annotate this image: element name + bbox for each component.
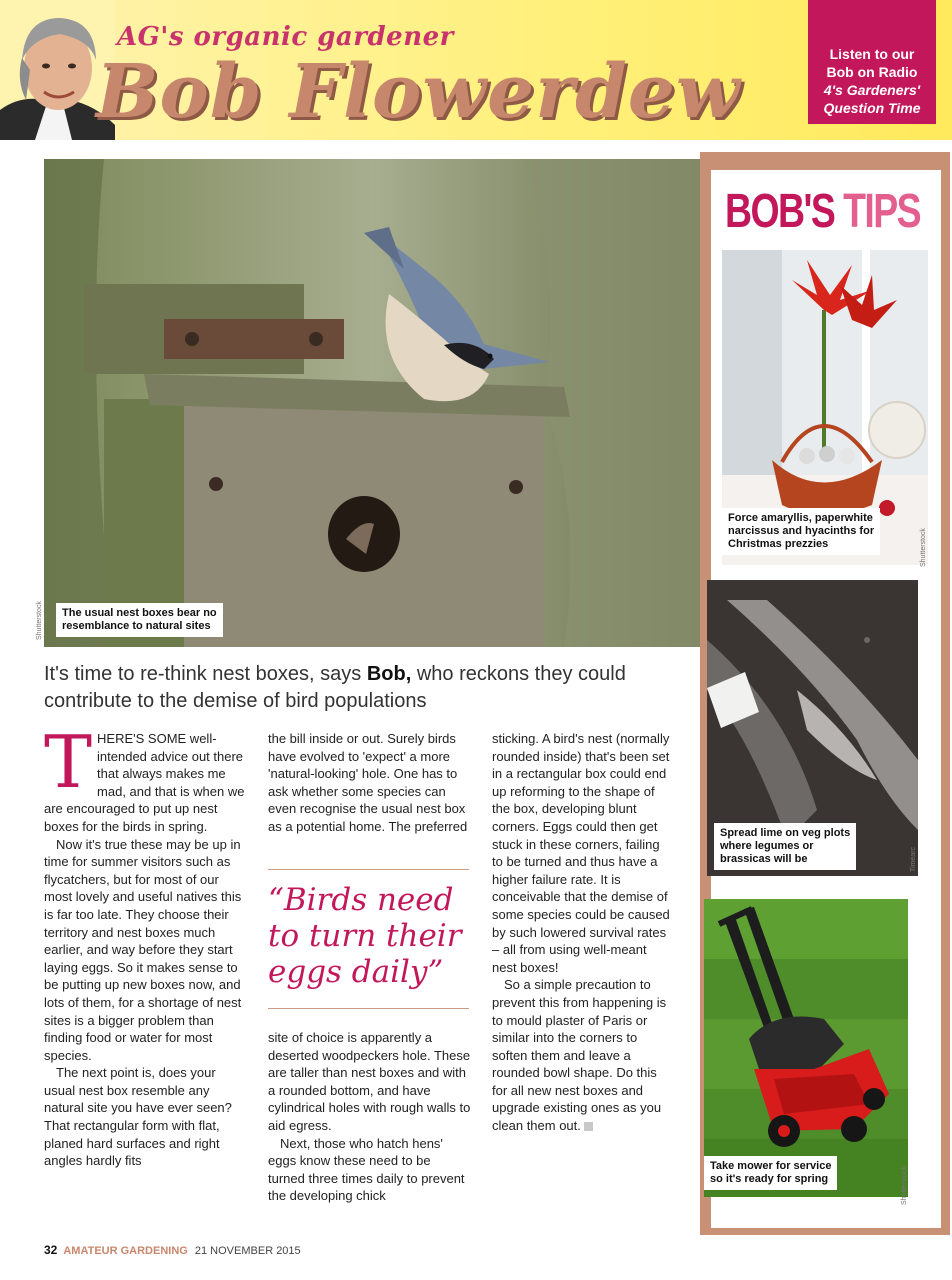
tip-caption bbox=[704, 1156, 837, 1190]
radio-line: Bob on Radio bbox=[826, 64, 918, 80]
radio-line: Question Time bbox=[823, 100, 921, 116]
article-column-3 bbox=[492, 730, 670, 1135]
tip-caption bbox=[714, 823, 856, 870]
caption-line: resemblance to natural sites bbox=[62, 620, 211, 632]
drop-cap: T bbox=[44, 720, 93, 804]
standfirst-bold: Bob, bbox=[366, 663, 412, 685]
author-name: Bob Flowerdew bbox=[96, 49, 741, 135]
column-subtitle: AG's organic gardener bbox=[117, 22, 454, 52]
caption-line: Take mower for service bbox=[710, 1160, 832, 1172]
paragraph: The next point is, does your usual nest box resemble any natural site you have ever seen? That rectangular form with flat, planed hard surfaces and right angles hardly fits bbox=[44, 1065, 232, 1169]
photo-credit: Shutterstock bbox=[901, 1166, 908, 1205]
caption-line: Christmas prezzies bbox=[728, 538, 829, 550]
pull-quote bbox=[268, 869, 469, 1009]
caption-line: so it's ready for spring bbox=[710, 1173, 829, 1185]
standfirst-text: It's time to re-think nest boxes, says bbox=[44, 663, 367, 685]
photo-credit: Timearc bbox=[910, 846, 917, 872]
radio-line: 4's Gardeners' bbox=[823, 82, 921, 98]
radio-line: Listen to our bbox=[829, 46, 915, 62]
paragraph bbox=[492, 976, 670, 1134]
page-footer bbox=[44, 1243, 301, 1257]
nest-box-photo bbox=[44, 159, 700, 647]
magazine-name: AMATEUR GARDENING bbox=[63, 1245, 188, 1257]
tips-title-a: BOB'S bbox=[725, 185, 835, 238]
paragraph: site of choice is apparently a deserted woodpeckers hole. These are taller than nest boxes and with a rounded bottom, and have cylindrical holes with rough walls to aid egress. bbox=[268, 1030, 471, 1133]
radio-promo-box bbox=[808, 0, 936, 124]
photo-credit: Shutterstock bbox=[36, 601, 43, 640]
tip-caption bbox=[722, 508, 880, 555]
standfirst-text: who reckons they could contribute to the demise of bird populations bbox=[44, 663, 626, 712]
paragraph: HERE'S SOME well-intended advice out there that always makes me mad, and that is when we are encouraged to put up nest boxes for the birds in spring. bbox=[44, 731, 245, 834]
article-column-2-top bbox=[268, 730, 471, 836]
tips-title bbox=[725, 186, 920, 238]
paragraph-text: So a simple precaution to prevent this from happening is to mould plaster of Paris or similar into the corners to soften them and leave a rounded bowl shape. Do this for all new nest boxes and upgrade existing ones as you clean them out. bbox=[492, 977, 667, 1134]
caption-line: Spread lime on veg plots bbox=[720, 827, 851, 839]
lawnmower-photo bbox=[704, 899, 908, 1197]
paragraph: Next, those who hatch hens' eggs know these need to be turned three times daily to prevent the developing chick bbox=[268, 1135, 465, 1204]
paragraph: the bill inside or out. Surely birds have evolved to 'expect' a more 'natural-looking' hole. One has to ask whether some species can even recognise the usual nest box as a potential home. The preferred bbox=[268, 731, 468, 834]
article-column-1 bbox=[44, 720, 247, 1170]
caption-line: brassicas will be bbox=[720, 853, 808, 865]
issue-date: 21 NOVEMBER 2015 bbox=[194, 1245, 301, 1257]
caption-line: Force amaryllis, paperwhite bbox=[728, 512, 873, 524]
standfirst bbox=[44, 661, 684, 715]
paragraph: Now it's true these may be up in time for summer visitors such as flycatchers, but for most of our most lovely and useful natives this is far too late. They choose their territory and nest boxes much earlier, and way before they start laying eggs. So it makes sense to be putting up new boxes now, and lots of them, for a shortage of nest sites is a bigger problem than finding food or water for most species. bbox=[44, 836, 242, 1063]
end-mark-icon bbox=[584, 1122, 593, 1131]
caption-line: The usual nest boxes bear no bbox=[62, 607, 217, 619]
page-number: 32 bbox=[44, 1243, 58, 1257]
caption-line: narcissus and hyacinths for bbox=[728, 525, 875, 537]
masthead bbox=[0, 0, 952, 140]
photo-caption bbox=[56, 603, 223, 637]
photo-credit: Shutterstock bbox=[920, 528, 927, 567]
pull-quote-text: “Birds need to turn their eggs daily” bbox=[268, 882, 462, 990]
paragraph: sticking. A bird's nest (normally rounded inside) that's been set in a rectangular box could end up reforming to the shape of the box, developing blunt corners. Eggs could then get stuck in these corners, failing to be turned and thus have a higher failure rate. It is conceivable that the demise of some species could be caused by such lowered survival rates – all from using well-meant nest boxes! bbox=[492, 731, 670, 975]
caption-line: where legumes or bbox=[720, 840, 814, 852]
tips-title-b: TIPS bbox=[843, 185, 921, 238]
article-column-2-bottom bbox=[268, 1029, 471, 1205]
